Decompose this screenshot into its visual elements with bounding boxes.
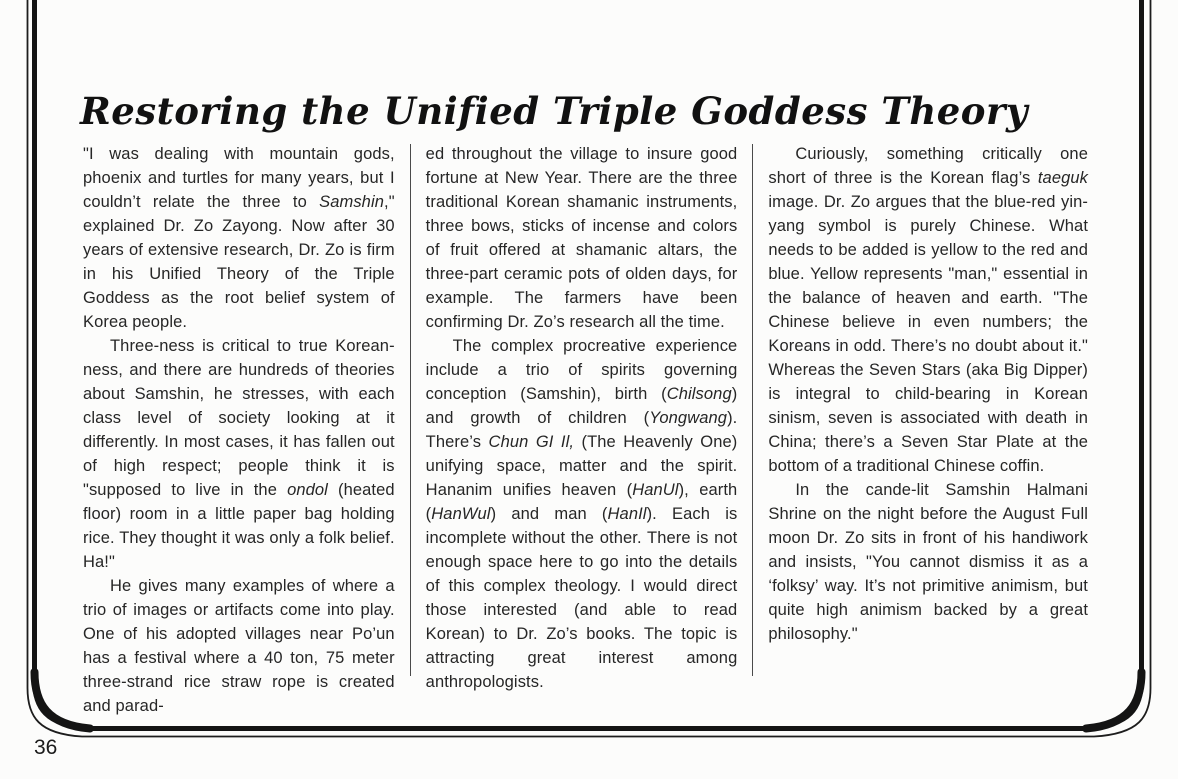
text-run: In the cande-lit Samshin Halmani Shrine on the night before the August Full moon Dr. Zo sits in front of his handiwork and insists, "You cannot dismiss it as a ‘folksy’ way. It’s not primitive animism, but quite high animism backed by a great philosophy." (768, 481, 1088, 643)
italic-text-run: taeguk (1037, 169, 1088, 187)
text-column-2 (426, 142, 738, 694)
paragraph (768, 478, 1088, 646)
text-column-1 (83, 142, 395, 718)
italic-text-run: HanIl (607, 505, 647, 523)
text-run: (heated floor) room in a little paper bag holding rice. They thought it was only a folk belief. Ha!" (83, 481, 395, 571)
text-run: ," explained Dr. Zo Zayong. Now after 30 years of extensive research, Dr. Zo is firm in his Unified Theory of the Triple Goddess as the root belief system of Korea people. (83, 193, 395, 331)
italic-text-run: HanUl (632, 481, 679, 499)
column-rule-left (410, 144, 411, 676)
article-body (83, 142, 1088, 718)
text-run: The complex procreative experience include a trio of spirits governing conception (Samshin), birth ( (425, 337, 738, 403)
border-corner-right (1086, 672, 1142, 729)
text-run: (The Heavenly One) unifying space, matter and the spirit. Hananim unifies heaven ( (425, 433, 738, 499)
paragraph (768, 142, 1088, 478)
italic-text-run: Samshin (319, 193, 385, 211)
article-title: Restoring the Unified Triple Goddess Theory (80, 88, 1028, 133)
paragraph (426, 142, 738, 334)
text-run: Three-ness is critical to true Korean-ness, and there are hundreds of theories about Samshin, he stresses, with each class level of society looking at it differently. In most cases, it has fallen out of high respect; people think it is "supposed to live in the (83, 337, 395, 499)
page-number: 36 (34, 736, 58, 759)
paragraph (83, 142, 395, 334)
column-rule-right (752, 144, 753, 676)
text-run: "I was dealing with mountain gods, phoenix and turtles for many years, but I couldn’t relate the three to (83, 145, 395, 211)
paragraph (83, 334, 395, 574)
text-column-3 (768, 142, 1088, 646)
text-run: ). Each is incomplete without the other. There is not enough space here to go into the details of this complex theology. I would direct those interested (and able to read Korean) to Dr. Zo’s books. The topic is attracting great interest among anthropologists. (425, 505, 738, 691)
italic-text-run: HanWul (431, 505, 491, 523)
text-run: ). There’s (425, 409, 738, 451)
text-run: Curiously, something critically one short of three is the Korean flag’s (768, 145, 1088, 187)
text-run: image. Dr. Zo argues that the blue-red yin-yang symbol is purely Chinese. What needs to be added is yellow to the red and blue. Yellow represents "man," essential in the balance of heaven and earth. "The Chinese believe in even numbers; the Koreans in odd. There’s no doubt about it." Whereas the Seven Stars (aka Big Dipper) is integral to child-bearing in Korean sinism, seven is associated with death in China; there’s a Seven Star Plate at the bottom of a traditional Chinese coffin. (768, 193, 1088, 475)
paragraph (83, 574, 395, 718)
italic-text-run: Chun GI Il, (488, 433, 575, 451)
border-corner-left (35, 672, 91, 729)
text-run: He gives many examples of where a trio of images or artifacts come into play. One of his adopted villages near Po’un has a festival where a 40 ton, 75 meter three-strand rice straw rope is created and parad- (83, 577, 395, 715)
text-run: ed throughout the village to insure good fortune at New Year. There are the three traditional Korean shamanic instruments, three bows, sticks of incense and colors of fruit offered at shamanic altars, the three-part ceramic pots of olden days, for example. The farmers have been confirming Dr. Zo’s research all the time. (425, 145, 738, 331)
text-run: ) and man ( (490, 505, 608, 523)
italic-text-run: Yongwang (649, 409, 728, 427)
italic-text-run: Chilsong (666, 385, 732, 403)
paragraph (426, 334, 738, 694)
italic-text-run: ondol (287, 481, 328, 499)
text-run: ), earth ( (425, 481, 738, 523)
text-run: ) and growth of children ( (425, 385, 738, 427)
